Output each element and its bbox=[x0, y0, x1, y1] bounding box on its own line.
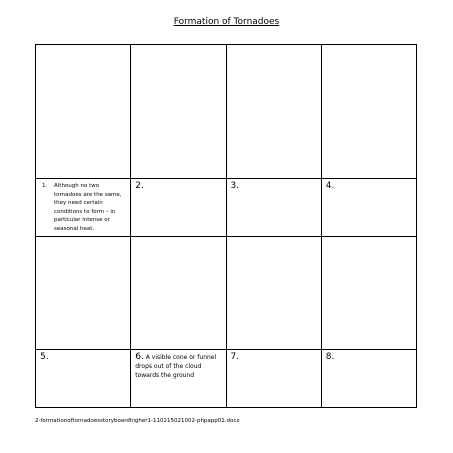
picture-box-3 bbox=[226, 45, 321, 179]
caption-number-6: 6. bbox=[135, 352, 144, 362]
caption-number-4: 4. bbox=[325, 181, 335, 191]
caption-number-3: 3. bbox=[230, 181, 240, 191]
caption-box-5 bbox=[36, 350, 131, 408]
picture-box-7 bbox=[226, 237, 321, 350]
caption-row-2 bbox=[36, 350, 417, 408]
caption-box-3 bbox=[226, 179, 321, 237]
footer-filename: 2-formationoftornadoesstoryboardhigher1-110215021002-phpapp01.docx bbox=[35, 418, 240, 424]
document-title: Formation of Tornadoes bbox=[173, 17, 280, 27]
caption-box-7 bbox=[226, 350, 321, 408]
caption-text-1: Although no two tornadoes are the same, they need certain conditions to form – in particular intense or seasonal heat. bbox=[54, 183, 122, 232]
caption-number-8: 8. bbox=[325, 352, 335, 362]
caption-box-1 bbox=[36, 179, 131, 237]
picture-box-6 bbox=[131, 237, 226, 350]
caption-box-4 bbox=[321, 179, 416, 237]
caption-number-2: 2. bbox=[135, 181, 144, 191]
caption-box-2 bbox=[131, 179, 226, 237]
picture-box-4 bbox=[321, 45, 416, 179]
picture-row-2 bbox=[36, 237, 417, 350]
caption-box-6 bbox=[131, 350, 226, 408]
caption-row-1 bbox=[36, 179, 417, 237]
picture-box-8 bbox=[321, 237, 416, 350]
caption-number-1: 1. bbox=[42, 183, 48, 189]
picture-box-1 bbox=[36, 45, 131, 179]
caption-number-7: 7. bbox=[230, 352, 240, 362]
storyboard-grid bbox=[35, 44, 417, 408]
caption-text-6: A visible cone or funnel drops out of the cloud towards the ground bbox=[135, 354, 217, 379]
picture-box-5 bbox=[36, 237, 131, 350]
picture-row-1 bbox=[36, 45, 417, 179]
picture-box-2 bbox=[131, 45, 226, 179]
caption-number-5: 5. bbox=[40, 352, 49, 362]
caption-box-8 bbox=[321, 350, 416, 408]
